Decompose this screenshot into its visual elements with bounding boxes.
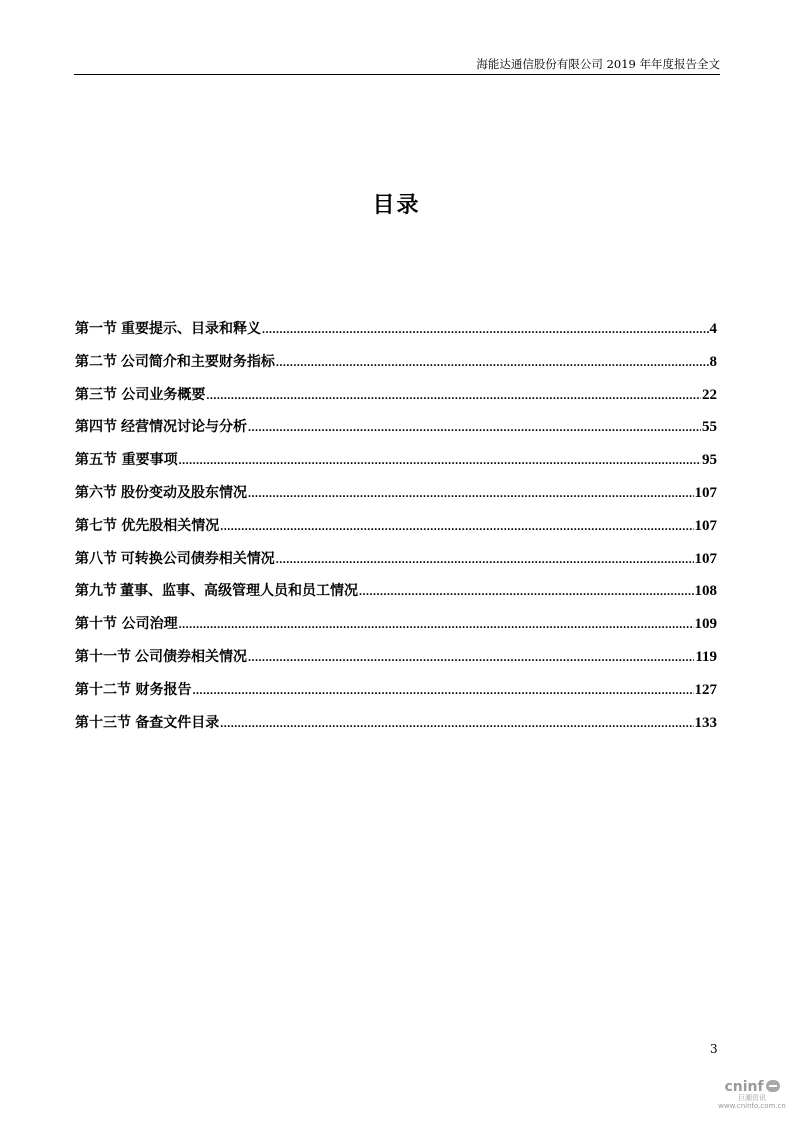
header-divider [74,74,720,75]
toc-section-title: 经营情况讨论与分析 [121,419,248,436]
toc-entry[interactable] [75,449,717,482]
toc-section-number: 第二节 [75,353,117,370]
toc-entry[interactable] [75,580,717,613]
toc-leader-dots [179,453,701,468]
toc-section-number: 第九节 [75,583,117,600]
toc-section-number: 第五节 [75,452,117,469]
toc-entry[interactable] [75,548,717,581]
toc-section-number: 第一节 [75,321,117,337]
toc-entry[interactable] [75,384,717,417]
toc-page-number: 119 [695,648,717,665]
toc-section-number: 第十三节 [75,714,131,731]
toc-section-number: 第七节 [75,517,117,534]
toc-entry[interactable] [75,416,717,449]
toc-entry[interactable] [75,351,717,384]
toc-leader-dots [248,486,694,501]
toc-page-number: 107 [694,550,717,567]
toc-section-number: 第六节 [75,484,117,501]
toc-section-title: 公司债券相关情况 [134,648,247,665]
cninfo-swirl-icon [766,1080,780,1092]
toc-page-number: 107 [694,517,717,534]
toc-section-title: 股份变动及股东情况 [120,484,247,501]
toc-page-number: 108 [694,583,717,600]
toc-leader-dots [248,420,701,435]
toc-section-number: 第四节 [75,419,117,436]
toc-page-number: 133 [694,714,717,731]
toc-leader-dots [248,650,694,665]
toc-page-number: 127 [694,681,717,698]
table-of-contents [75,318,717,744]
toc-section-title: 重要提示、目录和释义 [120,321,261,337]
toc-section-title: 可转换公司债券相关情况 [120,550,275,567]
toc-entry[interactable] [75,646,717,679]
toc-leader-dots [206,388,701,403]
toc-section-title: 优先股相关情况 [121,517,220,534]
toc-page-number: 8 [709,353,717,370]
toc-section-title: 重要事项 [121,452,178,469]
toc-leader-dots [276,552,694,567]
toc-leader-dots [220,716,693,731]
toc-page-number: 4 [709,321,717,337]
toc-leader-dots [359,584,694,599]
toc-leader-dots [192,683,693,698]
logo-url: www.cninfo.com.cn [718,1102,786,1110]
toc-leader-dots [220,519,693,534]
toc-section-title: 公司简介和主要财务指标 [120,353,275,370]
toc-section-title: 公司业务概要 [121,386,206,403]
toc-section-title: 董事、监事、高级管理人员和员工情况 [119,583,358,600]
logo-brand: cninf [712,1080,792,1094]
toc-entry[interactable] [75,712,717,745]
running-header: 海能达通信股份有限公司 2019 年年度报告全文 [476,57,720,71]
toc-page-number: 22 [702,386,717,403]
toc-entry[interactable] [75,318,717,351]
toc-leader-dots [262,322,709,337]
toc-entry[interactable] [75,679,717,712]
toc-section-number: 第十二节 [75,681,131,698]
toc-section-number: 第十节 [75,616,117,633]
toc-page-number: 107 [694,484,717,501]
toc-section-title: 备查文件目录 [135,714,220,731]
toc-page-number: 109 [694,616,717,633]
toc-entry[interactable] [75,482,717,515]
toc-page-number: 55 [702,419,717,436]
toc-entry[interactable] [75,613,717,646]
page-title: 目录 [372,193,421,218]
toc-page-number: 95 [702,452,717,469]
toc-section-number: 第八节 [75,550,117,567]
toc-section-title: 财务报告 [135,681,192,698]
toc-leader-dots [276,355,709,370]
toc-section-title: 公司治理 [121,616,178,633]
page-number: 3 [710,1042,718,1056]
logo-chinese-name: 巨潮资讯 [738,1094,766,1102]
toc-section-number: 第三节 [75,386,117,403]
toc-entry[interactable] [75,515,717,548]
toc-leader-dots [179,617,694,632]
cninfo-logo [712,1080,792,1111]
toc-section-number: 第十一节 [75,648,131,665]
